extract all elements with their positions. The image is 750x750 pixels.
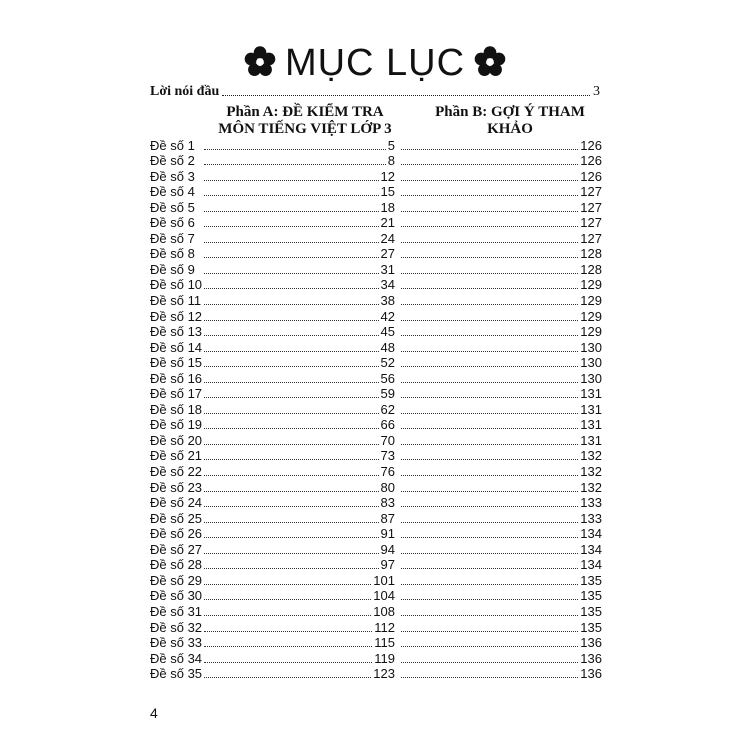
dot-leader — [401, 164, 578, 165]
dot-leader — [401, 242, 578, 243]
entry-name: Đề số 16 — [150, 370, 203, 386]
entry-page-a: 101 — [373, 572, 395, 588]
entry-page-a: 62 — [380, 401, 395, 417]
toc-entry — [150, 495, 602, 511]
part-b-segment — [399, 511, 602, 526]
entry-page-a: 91 — [380, 526, 395, 542]
entry-page-a: 115 — [374, 635, 395, 651]
entry-name: Đề số 11 — [150, 293, 202, 309]
title-text: MỤC LỤC — [284, 42, 466, 84]
entry-name: Đề số 4 — [150, 184, 195, 200]
toc-entry — [150, 324, 602, 340]
entry-page-a: 21 — [380, 215, 395, 231]
entry-name: Đề số 6 — [150, 215, 195, 231]
entry-page-b: 129 — [580, 293, 602, 309]
entry-page-a: 70 — [380, 432, 395, 448]
part-a-segment — [150, 309, 395, 324]
toc-entry — [150, 277, 602, 293]
part-a-segment — [150, 448, 395, 463]
part-b-segment — [399, 620, 602, 635]
part-a-segment — [150, 651, 395, 666]
entry-page-a: 83 — [380, 495, 395, 511]
part-a-segment — [150, 386, 395, 401]
dot-leader — [401, 584, 578, 585]
dot-leader — [401, 459, 578, 460]
toc-entry — [150, 168, 602, 184]
part-b-segment — [399, 651, 602, 666]
part-b-segment — [399, 231, 602, 246]
entry-page-a: 73 — [380, 448, 395, 464]
part-a-segment — [150, 340, 395, 355]
part-b-segment — [399, 184, 602, 199]
intro-label: Lời nói đầu — [150, 84, 220, 99]
entry-name: Đề số 3 — [150, 168, 195, 184]
entry-page-a: 52 — [380, 355, 395, 371]
entry-page-a: 108 — [373, 603, 395, 619]
entry-page-b: 133 — [580, 510, 602, 526]
dot-leader — [204, 677, 371, 678]
toc-entry — [150, 230, 602, 246]
entry-page-b: 127 — [580, 230, 602, 246]
part-a-segment — [150, 511, 395, 526]
entry-name: Đề số 21 — [150, 448, 203, 464]
entry-page-a: 123 — [373, 666, 395, 682]
part-b-segment — [399, 588, 602, 603]
entry-page-b: 134 — [580, 557, 602, 573]
toc-entry — [150, 666, 602, 682]
dot-leader — [401, 428, 578, 429]
dot-leader — [204, 149, 386, 150]
part-b-segment — [399, 153, 602, 168]
part-b-segment — [399, 277, 602, 292]
entry-page-a: 48 — [380, 339, 395, 355]
flower-icon — [243, 45, 277, 79]
toc-entry — [150, 541, 602, 557]
dot-leader — [401, 615, 578, 616]
part-b-segment — [399, 355, 602, 370]
entry-name: Đề số 12 — [150, 308, 203, 324]
entry-name: Đề số 8 — [150, 246, 195, 262]
entry-name: Đề số 19 — [150, 417, 203, 433]
entry-name: Đề số 22 — [150, 464, 203, 480]
dot-leader — [204, 351, 379, 352]
part-b-segment — [399, 309, 602, 324]
toc-entry — [150, 526, 602, 542]
dot-leader — [401, 568, 578, 569]
dot-leader — [204, 164, 386, 165]
page-number: 4 — [150, 705, 158, 721]
entry-page-a: 104 — [373, 588, 395, 604]
part-a-line1: Phần A: ĐỀ KIỂM TRA — [226, 104, 384, 120]
entry-page-a: 34 — [380, 277, 395, 293]
part-b-segment — [399, 448, 602, 463]
dot-leader — [401, 677, 578, 678]
part-a-segment — [150, 169, 395, 184]
entry-page-b: 134 — [580, 541, 602, 557]
part-b-segment — [399, 557, 602, 572]
part-a-segment — [150, 231, 395, 246]
entry-page-a: 27 — [380, 246, 395, 262]
entry-name: Đề số 15 — [150, 355, 203, 371]
dot-leader — [401, 537, 578, 538]
dot-leader — [401, 397, 578, 398]
entry-page-a: 119 — [374, 650, 395, 666]
part-a-segment — [150, 542, 395, 557]
toc-entry — [150, 370, 602, 386]
dot-leader — [401, 382, 578, 383]
entry-page-a: 24 — [380, 230, 395, 246]
part-b-segment — [399, 371, 602, 386]
entry-name: Đề số 34 — [150, 650, 203, 666]
entry-page-b: 131 — [580, 432, 602, 448]
dot-leader — [204, 506, 379, 507]
part-b-segment — [399, 402, 602, 417]
dot-leader — [401, 257, 578, 258]
dot-leader — [204, 382, 379, 383]
flower-icon — [473, 45, 507, 79]
entry-page-b: 134 — [580, 526, 602, 542]
part-b-segment — [399, 386, 602, 401]
entry-name: Đề số 33 — [150, 635, 203, 651]
part-a-segment — [150, 495, 395, 510]
dot-leader — [401, 335, 578, 336]
dot-leader — [204, 615, 371, 616]
dot-leader — [401, 304, 578, 305]
part-a-segment — [150, 293, 395, 308]
dot-leader — [204, 475, 379, 476]
toc-entry — [150, 261, 602, 277]
entry-name: Đề số 32 — [150, 619, 203, 635]
entry-page-b: 136 — [580, 635, 602, 651]
part-b-segment — [399, 215, 602, 230]
entry-name: Đề số 2 — [150, 153, 195, 169]
entry-page-b: 131 — [580, 386, 602, 402]
dot-leader — [204, 226, 379, 227]
part-a-segment — [150, 355, 395, 370]
part-a-segment — [150, 246, 395, 261]
toc-entry — [150, 417, 602, 433]
dot-leader — [401, 631, 578, 632]
dot-leader — [204, 662, 372, 663]
entry-page-a: 45 — [380, 324, 395, 340]
part-a-segment — [150, 402, 395, 417]
dot-leader — [204, 491, 379, 492]
part-a-segment — [150, 666, 395, 681]
toc-entry — [150, 432, 602, 448]
dot-leader — [401, 599, 578, 600]
entry-page-b: 126 — [580, 137, 602, 153]
dot-leader — [204, 444, 379, 445]
part-a-segment — [150, 371, 395, 386]
toc-entry — [150, 463, 602, 479]
toc-entry — [150, 588, 602, 604]
toc-entry — [150, 650, 602, 666]
toc-entry — [150, 339, 602, 355]
toc-entry — [150, 246, 602, 262]
dot-leader — [401, 149, 578, 150]
part-a-segment — [150, 620, 395, 635]
toc-entry — [150, 137, 602, 153]
dot-leader — [401, 662, 578, 663]
entry-page-b: 133 — [580, 495, 602, 511]
entry-page-a: 42 — [380, 308, 395, 324]
entry-page-b: 128 — [580, 261, 602, 277]
dot-leader — [204, 553, 379, 554]
entry-page-a: 76 — [380, 464, 395, 480]
dot-leader — [204, 459, 379, 460]
entry-name: Đề số 31 — [150, 603, 203, 619]
dot-leader — [204, 195, 379, 196]
part-b-heading — [420, 104, 600, 138]
entry-page-b: 135 — [580, 619, 602, 635]
entry-page-a: 18 — [380, 199, 395, 215]
dot-leader — [204, 428, 379, 429]
toc-entry — [150, 292, 602, 308]
part-a-segment — [150, 324, 395, 339]
dot-leader — [204, 366, 379, 367]
part-b-line1: Phần B: GỢI Ý THAM KHẢO — [435, 104, 585, 137]
entry-page-a: 80 — [380, 479, 395, 495]
entry-page-a: 97 — [380, 557, 395, 573]
entry-page-b: 130 — [580, 355, 602, 371]
dot-leader — [401, 320, 578, 321]
entry-name: Đề số 18 — [150, 401, 203, 417]
dot-leader — [401, 195, 578, 196]
part-a-segment — [150, 200, 395, 215]
part-a-segment — [150, 573, 395, 588]
toc-entry — [150, 635, 602, 651]
part-b-segment — [399, 526, 602, 541]
dot-leader — [204, 631, 372, 632]
entry-page-b: 135 — [580, 603, 602, 619]
part-b-segment — [399, 340, 602, 355]
part-b-segment — [399, 635, 602, 650]
entry-page-b: 136 — [580, 666, 602, 682]
entry-page-a: 5 — [387, 137, 395, 153]
dot-leader — [401, 211, 578, 212]
entry-name: Đề số 9 — [150, 261, 195, 277]
dot-leader — [204, 242, 379, 243]
dot-leader — [401, 351, 578, 352]
dot-leader — [401, 522, 578, 523]
dot-leader — [204, 397, 379, 398]
part-b-segment — [399, 293, 602, 308]
entry-page-a: 87 — [380, 510, 395, 526]
toc-entry — [150, 510, 602, 526]
entry-name: Đề số 27 — [150, 541, 203, 557]
part-a-segment — [150, 588, 395, 603]
dot-leader — [204, 584, 371, 585]
dot-leader — [401, 413, 578, 414]
entry-page-a: 38 — [380, 293, 395, 309]
toc-entry — [150, 215, 602, 231]
toc-entry — [150, 603, 602, 619]
dot-leader — [204, 537, 379, 538]
dot-leader — [401, 506, 578, 507]
entry-name: Đề số 23 — [150, 479, 203, 495]
entry-name: Đề số 29 — [150, 572, 203, 588]
intro-entry — [150, 82, 600, 100]
dot-leader — [401, 180, 578, 181]
entry-page-a: 112 — [374, 619, 395, 635]
dot-leader — [204, 304, 379, 305]
toc-entry — [150, 448, 602, 464]
dot-leader — [401, 273, 578, 274]
entry-page-b: 135 — [580, 588, 602, 604]
part-b-segment — [399, 262, 602, 277]
part-a-segment — [150, 262, 395, 277]
dot-leader — [401, 491, 578, 492]
entry-page-b: 129 — [580, 277, 602, 293]
dot-leader — [204, 288, 379, 289]
part-b-segment — [399, 138, 602, 153]
dot-leader — [401, 366, 578, 367]
toc-entry — [150, 199, 602, 215]
entry-name: Đề số 13 — [150, 324, 203, 340]
part-a-segment — [150, 635, 395, 650]
entry-name: Đề số 17 — [150, 386, 203, 402]
toc-entry — [150, 184, 602, 200]
entry-page-b: 131 — [580, 401, 602, 417]
dot-leader — [401, 553, 578, 554]
entry-name: Đề số 10 — [150, 277, 203, 293]
part-a-segment — [150, 433, 395, 448]
entry-name: Đề số 14 — [150, 339, 203, 355]
entry-page-a: 12 — [380, 168, 395, 184]
part-b-segment — [399, 480, 602, 495]
entry-name: Đề số 20 — [150, 432, 203, 448]
dot-leader — [401, 444, 578, 445]
toc-entry — [150, 308, 602, 324]
entry-page-a: 15 — [380, 184, 395, 200]
dot-leader — [204, 646, 372, 647]
entry-page-b: 132 — [580, 448, 602, 464]
part-b-segment — [399, 464, 602, 479]
entry-name: Đề số 35 — [150, 666, 203, 682]
part-a-segment — [150, 557, 395, 572]
dot-leader — [222, 95, 590, 96]
entry-name: Đề số 24 — [150, 495, 203, 511]
entry-page-b: 131 — [580, 417, 602, 433]
toc-list — [150, 137, 602, 681]
part-b-segment — [399, 433, 602, 448]
toc-entry — [150, 153, 602, 169]
entry-name: Đề số 30 — [150, 588, 203, 604]
entry-page-b: 132 — [580, 479, 602, 495]
toc-entry — [150, 401, 602, 417]
dot-leader — [401, 226, 578, 227]
dot-leader — [204, 413, 379, 414]
part-a-segment — [150, 604, 395, 619]
intro-page: 3 — [593, 84, 600, 99]
part-a-segment — [150, 417, 395, 432]
entry-page-a: 8 — [387, 153, 395, 169]
entry-name: Đề số 26 — [150, 526, 203, 542]
part-b-segment — [399, 417, 602, 432]
entry-name: Đề số 7 — [150, 230, 195, 246]
part-b-segment — [399, 246, 602, 261]
entry-page-b: 129 — [580, 308, 602, 324]
dot-leader — [204, 320, 379, 321]
dot-leader — [401, 646, 578, 647]
part-a-line2: MÔN TIẾNG VIỆT LỚP 3 — [218, 121, 392, 137]
entry-page-b: 135 — [580, 572, 602, 588]
part-a-segment — [150, 184, 395, 199]
entry-page-b: 127 — [580, 199, 602, 215]
dot-leader — [401, 288, 578, 289]
part-b-segment — [399, 169, 602, 184]
entry-page-b: 126 — [580, 168, 602, 184]
part-a-segment — [150, 526, 395, 541]
entry-page-a: 66 — [380, 417, 395, 433]
toc-entry — [150, 557, 602, 573]
toc-entry — [150, 386, 602, 402]
dot-leader — [204, 273, 379, 274]
entry-page-a: 94 — [380, 541, 395, 557]
entry-page-b: 136 — [580, 650, 602, 666]
entry-page-b: 130 — [580, 370, 602, 386]
entry-name: Đề số 1 — [150, 137, 195, 153]
entry-page-b: 130 — [580, 339, 602, 355]
entry-page-b: 132 — [580, 464, 602, 480]
part-a-segment — [150, 480, 395, 495]
entry-name: Đề số 25 — [150, 510, 203, 526]
part-b-segment — [399, 542, 602, 557]
part-a-heading — [200, 104, 410, 138]
entry-page-b: 127 — [580, 215, 602, 231]
dot-leader — [204, 180, 379, 181]
part-b-segment — [399, 666, 602, 681]
toc-entry — [150, 355, 602, 371]
part-b-segment — [399, 324, 602, 339]
dot-leader — [204, 211, 379, 212]
entry-page-b: 128 — [580, 246, 602, 262]
part-b-segment — [399, 200, 602, 215]
part-b-segment — [399, 573, 602, 588]
part-a-segment — [150, 215, 395, 230]
dot-leader — [204, 568, 379, 569]
entry-page-a: 59 — [380, 386, 395, 402]
part-a-segment — [150, 464, 395, 479]
part-a-segment — [150, 153, 395, 168]
entry-page-b: 129 — [580, 324, 602, 340]
toc-entry — [150, 619, 602, 635]
dot-leader — [204, 257, 379, 258]
page-title — [0, 40, 750, 86]
dot-leader — [401, 475, 578, 476]
part-b-segment — [399, 495, 602, 510]
part-a-segment — [150, 138, 395, 153]
dot-leader — [204, 599, 371, 600]
toc-entry — [150, 572, 602, 588]
entry-page-a: 56 — [380, 370, 395, 386]
entry-page-b: 126 — [580, 153, 602, 169]
entry-page-a: 31 — [380, 261, 395, 277]
part-a-segment — [150, 277, 395, 292]
entry-name: Đề số 5 — [150, 199, 195, 215]
entry-page-b: 127 — [580, 184, 602, 200]
dot-leader — [204, 522, 379, 523]
toc-entry — [150, 479, 602, 495]
dot-leader — [204, 335, 379, 336]
part-b-segment — [399, 604, 602, 619]
entry-name: Đề số 28 — [150, 557, 203, 573]
